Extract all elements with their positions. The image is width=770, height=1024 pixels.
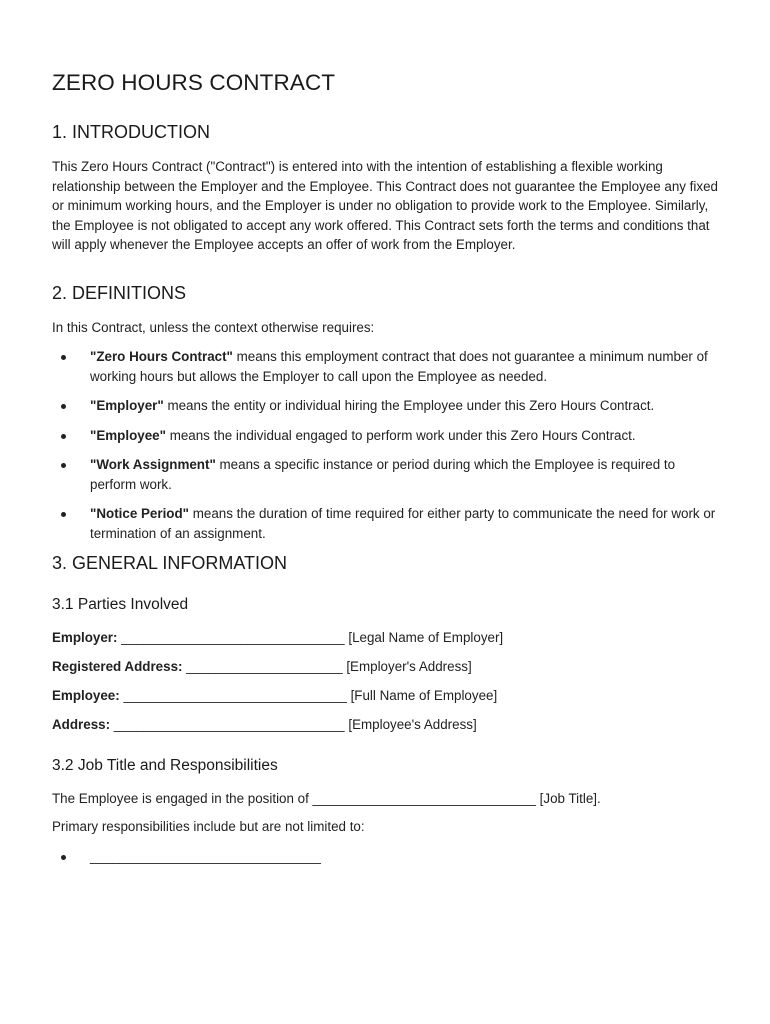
definition-text: means the individual engaged to perform work under this Zero Hours Contract. xyxy=(165,427,636,443)
definition-term: "Work Assignment" xyxy=(90,457,216,472)
responsibility-item xyxy=(52,847,722,867)
introduction-heading: 1. INTRODUCTION xyxy=(52,122,211,142)
definition-text: means the entity or individual hiring the Employee under this Zero Hours Contract. xyxy=(163,398,655,413)
definitions-lead: In this Contract, unless the context otherwise requires: xyxy=(52,319,375,335)
definition-text: means the duration of time required for either party to communicate the need for work or termination of an assignment. xyxy=(90,506,716,541)
field-blank: _____________________ xyxy=(182,659,347,674)
bullet-icon xyxy=(61,355,66,360)
bullet-icon xyxy=(61,463,66,468)
field-label: Address: xyxy=(52,717,111,732)
address-field xyxy=(52,715,722,735)
job-title-heading: 3.2 Job Title and Responsibilities xyxy=(52,756,278,774)
document-page xyxy=(52,70,722,876)
field-hint: [Legal Name of Employer] xyxy=(348,630,504,645)
bullet-icon xyxy=(61,512,66,517)
field-blank: ______________________________ xyxy=(119,688,351,703)
definition-item xyxy=(52,455,722,494)
definitions-list xyxy=(52,347,722,543)
parties-fields xyxy=(52,628,722,735)
definition-item xyxy=(52,347,722,386)
field-label: Employee: xyxy=(52,688,120,703)
bullet-icon xyxy=(61,855,66,860)
registered-address-field xyxy=(52,657,722,677)
definition-item xyxy=(52,396,722,416)
introduction-text: This Zero Hours Contract ("Contract") is entered into with the intention of establishing a flexible working relationship between the Employer and the Employee. This Contract does not guarantee the Employee any fixed or minimum working hours, and the Employer is under no obligation to provide work to the Employee. Similarly, the Employee is not obligated to accept any work offered. This Contract sets forth the terms and conditions that will apply whenever the Employee accepts an offer of work from the Employer. xyxy=(52,159,718,252)
definition-term: "Notice Period" xyxy=(90,506,190,521)
definition-item xyxy=(52,504,722,543)
employer-field xyxy=(52,628,722,648)
general-information-heading: 3. GENERAL INFORMATION xyxy=(52,553,288,573)
definition-text: means this employment contract that does not guarantee a minimum number of working hours but allows the Employer to call upon the Employee as needed. xyxy=(90,349,708,384)
field-label: Registered Address: xyxy=(52,659,183,674)
definition-term: "Employer" xyxy=(90,398,164,413)
field-blank: _______________________________ xyxy=(110,717,349,732)
bullet-icon xyxy=(61,404,66,409)
responsibilities-lead: Primary responsibilities include but are not limited to: xyxy=(52,819,365,834)
employee-field xyxy=(52,686,722,706)
responsibility-blank: _______________________________ xyxy=(90,848,321,864)
definition-term: "Employee" xyxy=(90,427,166,443)
field-hint: [Full Name of Employee] xyxy=(350,688,498,703)
field-hint: [Employee's Address] xyxy=(348,717,477,732)
bullet-icon xyxy=(61,434,66,439)
definition-text: means a specific instance or period during which the Employee is required to perform work. xyxy=(90,457,676,492)
definitions-heading: 2. DEFINITIONS xyxy=(52,282,187,303)
field-label: Employer: xyxy=(52,630,118,645)
field-hint: [Employer's Address] xyxy=(346,659,472,674)
field-blank: ______________________________ xyxy=(117,630,349,645)
document-title: ZERO HOURS CONTRACT xyxy=(52,70,336,95)
responsibilities-list xyxy=(52,847,722,867)
definition-term: "Zero Hours Contract" xyxy=(90,349,233,364)
definition-item xyxy=(52,426,722,446)
job-position-text: The Employee is engaged in the position of ______________________________ [Job Title]. xyxy=(52,790,601,806)
parties-heading: 3.1 Parties Involved xyxy=(52,596,189,613)
